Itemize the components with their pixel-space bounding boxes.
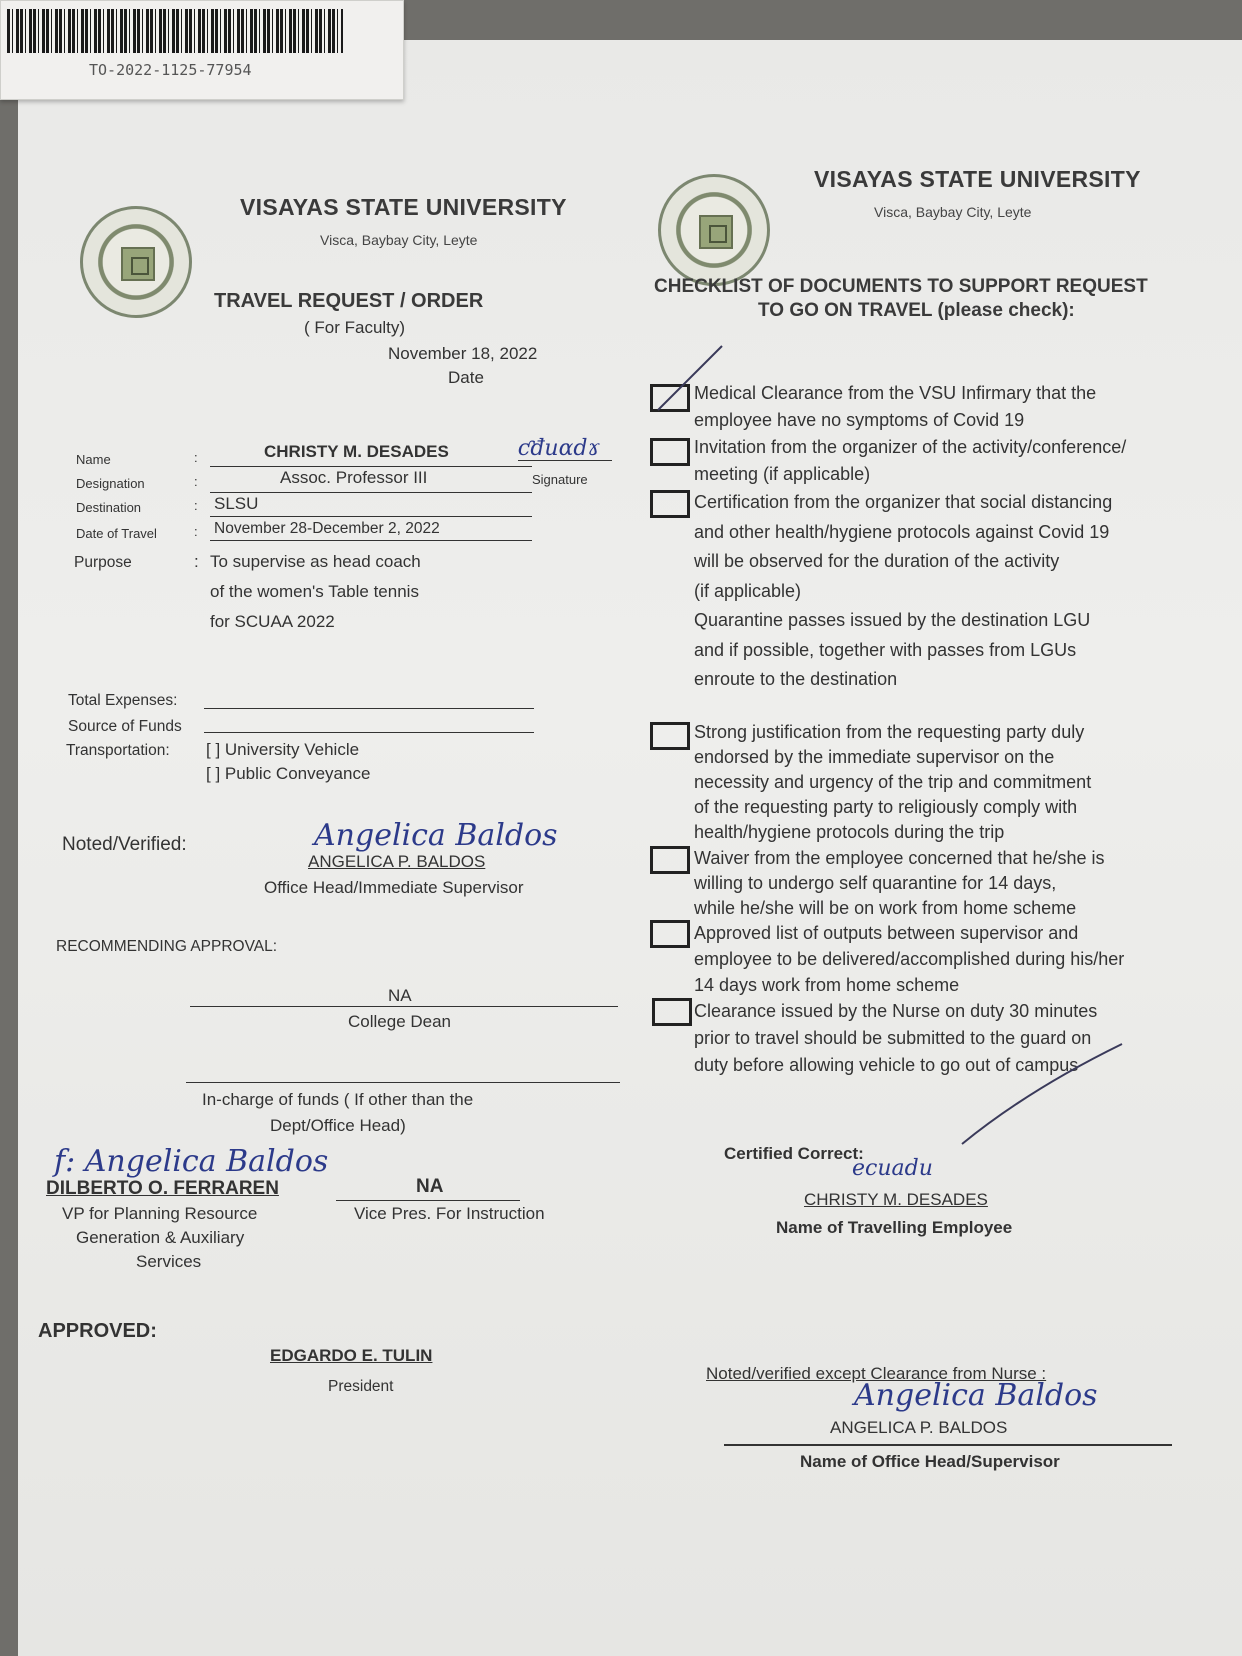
checklist-item-line: (if applicable)	[694, 580, 802, 601]
document-sheet	[18, 40, 1242, 1656]
option-public-conveyance: [ ] Public Conveyance	[206, 764, 371, 783]
checklist-item-1	[694, 380, 1096, 434]
checklist-item-line: of the requesting party to religiously comply with	[694, 797, 1078, 817]
date-of-travel-colon: :	[194, 524, 198, 539]
transportation-label: Transportation:	[66, 742, 170, 759]
noted-name: ANGELICA P. BALDOS	[308, 852, 486, 871]
request-date-label: Date	[448, 368, 484, 387]
purpose-colon: :	[194, 552, 199, 571]
purpose-label: Purpose	[74, 554, 132, 571]
designation-value: Assoc. Professor III	[280, 468, 428, 487]
certified-role: Name of Travelling Employee	[776, 1218, 1013, 1237]
date-of-travel-label: Date of Travel	[76, 526, 157, 541]
checklist-item-line: Invitation from the organizer of the activity/conference/	[694, 437, 1127, 457]
certified-name: CHRISTY M. DESADES	[804, 1190, 988, 1209]
approved-label: APPROVED:	[38, 1320, 157, 1342]
checklist-item-line: and other health/hygiene protocols against Covid 19	[694, 521, 1110, 542]
checklist-item-6	[694, 920, 1124, 998]
certified-correct-label: Certified Correct:	[724, 1144, 864, 1163]
name-colon: :	[194, 450, 198, 465]
vp-instruction-role: Vice Pres. For Instruction	[354, 1204, 545, 1223]
vsu-seal-left	[80, 206, 192, 318]
barcode-graphic	[7, 9, 343, 53]
date-of-travel-value: November 28-December 2, 2022	[214, 520, 440, 537]
checklist-item-line: prior to travel should be submitted to the guard on	[694, 1028, 1092, 1048]
checklist-title-line-2: TO GO ON TRAVEL (please check):	[758, 300, 1075, 321]
funds-incharge-line-1: In-charge of funds ( If other than the	[202, 1090, 474, 1109]
checklist-item-line: Quarantine passes issued by the destination LGU	[694, 610, 1091, 630]
checklist-item-5	[694, 846, 1105, 921]
barcode-label	[0, 0, 404, 100]
noted-role: Office Head/Immediate Supervisor	[264, 878, 524, 897]
signature-label: Signature	[532, 472, 588, 487]
noted-verified-label: Noted/Verified:	[62, 834, 187, 855]
checkbox-invitation[interactable]	[650, 438, 690, 466]
noted-except-name: ANGELICA P. BALDOS	[830, 1418, 1008, 1437]
employee-signature: ƈđuɑdɤ	[518, 436, 600, 461]
checklist-title-line-1: CHECKLIST OF DOCUMENTS TO SUPPORT REQUEST	[654, 276, 1148, 297]
checklist-item-line: health/hygiene protocols during the trip	[694, 822, 1005, 842]
designation-colon: :	[194, 474, 198, 489]
checklist-item-line: Waiver from the employee concerned that he/she is	[694, 848, 1105, 868]
vp-instruction-value: NA	[416, 1176, 444, 1197]
right-university-location: Visca, Baybay City, Leyte	[874, 204, 1032, 220]
checklist-item-line: Certification from the organizer that social distancing	[694, 492, 1113, 512]
checklist-item-line: Approved list of outputs between supervisor and	[694, 923, 1079, 943]
vsu-seal-right	[658, 174, 770, 286]
recommending-approval-label: RECOMMENDING APPROVAL:	[56, 938, 278, 955]
checkbox-waiver[interactable]	[650, 846, 690, 874]
checklist-item-line: while he/she will be on work from home scheme	[694, 898, 1077, 918]
checklist-item-line: Clearance issued by the Nurse on duty 30 minutes	[694, 1001, 1098, 1021]
checkbox-justification[interactable]	[650, 722, 690, 750]
president-name: EDGARDO E. TULIN	[270, 1346, 433, 1365]
left-university-name: VISAYAS STATE UNIVERSITY	[240, 194, 567, 220]
dean-value: NA	[388, 986, 412, 1005]
noted-except-label: Noted/verified except Clearance from Nurse :	[706, 1364, 1047, 1383]
source-of-funds-label: Source of Funds	[68, 718, 182, 735]
vp-planning-name: DILBERTO O. FERRAREN	[46, 1178, 279, 1199]
travel-request-subtitle: ( For Faculty)	[304, 318, 406, 337]
checklist-item-line: enroute to the destination	[694, 669, 898, 689]
travel-request-title: TRAVEL REQUEST / ORDER	[214, 290, 484, 312]
destination-value: SLSU	[214, 494, 259, 513]
barcode-number: TO-2022-1125-77954	[89, 61, 252, 79]
supervisor-signature: Angelica Baldos	[314, 818, 558, 853]
designation-label: Designation	[76, 476, 145, 491]
certified-signature: ecuadu	[852, 1156, 933, 1181]
vp-planning-role-3: Services	[136, 1252, 202, 1271]
checkbox-approved-outputs[interactable]	[650, 920, 690, 948]
name-value: CHRISTY M. DESADES	[264, 442, 449, 461]
checklist-item-line: Medical Clearance from the VSU Infirmary that the	[694, 383, 1097, 403]
checklist-item-line: employee to be delivered/accomplished during his/her	[694, 949, 1125, 969]
checklist-item-line: and if possible, together with passes from LGUs	[694, 639, 1077, 660]
checklist-item-line: Strong justification from the requesting party duly	[694, 722, 1085, 742]
vp-planning-signature: f: Angelica Baldos	[54, 1144, 329, 1179]
purpose-line-1: To supervise as head coach	[210, 552, 421, 571]
vp-planning-role-1: VP for Planning Resource	[62, 1204, 258, 1223]
checklist-item-line: employee have no symptoms of Covid 19	[694, 410, 1025, 430]
president-role: President	[328, 1378, 394, 1395]
vp-planning-role-2: Generation & Auxiliary	[76, 1228, 245, 1247]
right-university-name: VISAYAS STATE UNIVERSITY	[814, 166, 1141, 192]
dean-label: College Dean	[348, 1012, 452, 1031]
request-date-value: November 18, 2022	[388, 344, 538, 363]
noted-except-role: Name of Office Head/Supervisor	[800, 1452, 1060, 1471]
checklist-item-line: meeting (if applicable)	[694, 464, 871, 484]
checklist-item-line: duty before allowing vehicle to go out of campus	[694, 1055, 1079, 1075]
checklist-item-2	[694, 434, 1126, 488]
name-label: Name	[76, 452, 111, 467]
checklist-item-line: necessity and urgency of the trip and commitment	[694, 772, 1092, 792]
purpose-line-2: of the women's Table tennis	[210, 582, 419, 601]
certify-stroke-icon	[958, 1040, 1128, 1150]
funds-incharge-line-2: Dept/Office Head)	[270, 1116, 406, 1135]
destination-label: Destination	[76, 500, 142, 515]
checklist-item-4	[694, 720, 1091, 845]
checkbox-certification[interactable]	[650, 490, 690, 518]
office-head-signature: Angelica Baldos	[854, 1378, 1098, 1413]
checklist-item-line: will be observed for the duration of the activity	[694, 551, 1060, 571]
checklist-item-3	[694, 488, 1112, 695]
checklist-item-line: 14 days work from home scheme	[694, 975, 960, 995]
purpose-line-3: for SCUAA 2022	[210, 612, 335, 631]
option-university-vehicle: [ ] University Vehicle	[206, 740, 360, 759]
total-expenses-label: Total Expenses:	[68, 692, 178, 709]
left-university-location: Visca, Baybay City, Leyte	[320, 232, 478, 248]
checkbox-nurse-clearance[interactable]	[652, 998, 692, 1026]
destination-colon: :	[194, 498, 198, 513]
checklist-item-line: willing to undergo self quarantine for 14 days,	[694, 873, 1057, 893]
checklist-item-line: endorsed by the immediate supervisor on the	[694, 747, 1055, 767]
